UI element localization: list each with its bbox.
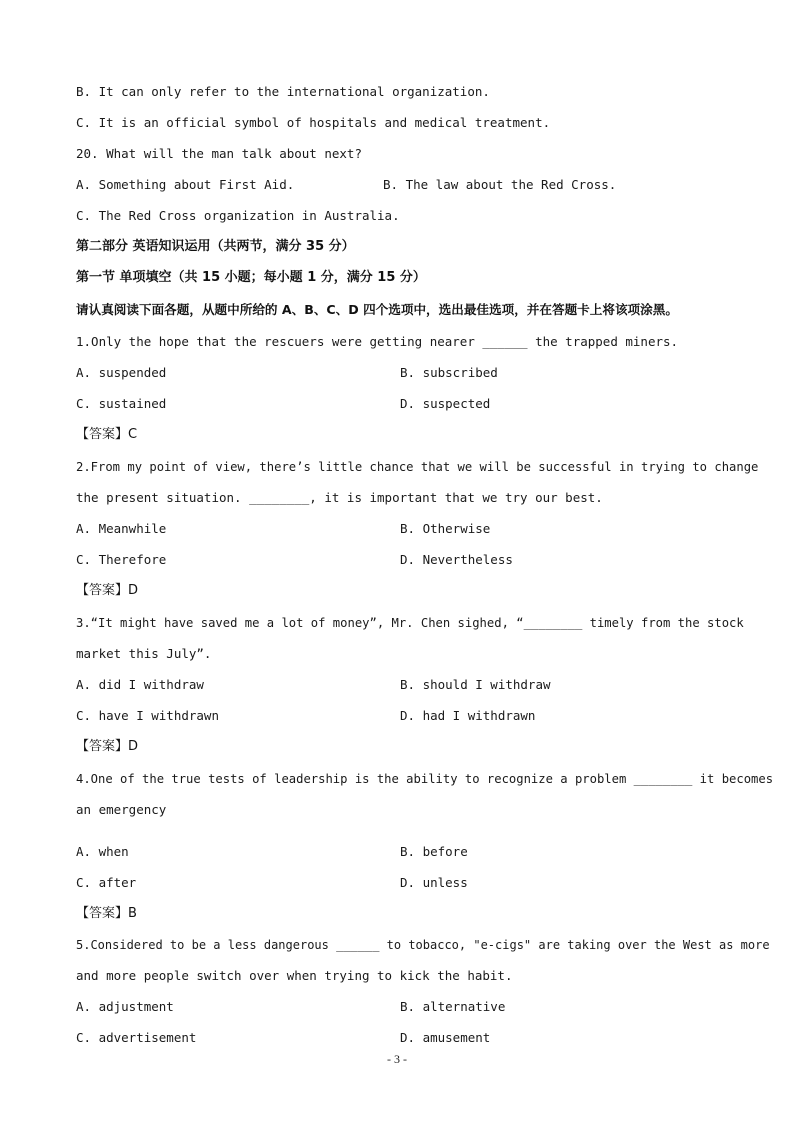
q5-stem-line2: and more people switch over when trying to kick the habit. — [76, 968, 513, 983]
q1-option-b: B. subscribed — [400, 365, 498, 380]
q1-answer: 【答案】C — [76, 427, 138, 442]
q1-option-d: D. suspected — [400, 396, 491, 411]
q2-option-a: A. Meanwhile — [76, 521, 167, 536]
page-number: - 3 - — [387, 1052, 407, 1066]
q3-stem-line2: market this July”. — [76, 646, 212, 661]
q2-option-b: B. Otherwise — [400, 521, 491, 536]
q3-option-a: A. did I withdraw — [76, 677, 204, 692]
q4-option-d: D. unless — [400, 875, 468, 890]
q20-option-a: A. Something about First Aid. — [76, 177, 295, 192]
q5-option-a: A. adjustment — [76, 999, 174, 1014]
q4-option-b: B. before — [400, 844, 468, 859]
q5-option-b: B. alternative — [400, 999, 506, 1014]
q5-option-c: C. advertisement — [76, 1030, 197, 1045]
q1-stem: 1.Only the hope that the rescuers were getting nearer ______ the trapped miners. — [76, 334, 679, 349]
q19-option-c: C. It is an official symbol of hospitals and medical treatment. — [76, 115, 551, 130]
q20-option-c: C. The Red Cross organization in Australia. — [76, 208, 400, 223]
q1-option-a: A. suspended — [76, 365, 167, 380]
q4-answer: 【答案】B — [76, 906, 137, 921]
part2-title: 第二部分 英语知识运用（共两节，满分 35 分） — [76, 239, 355, 254]
q2-option-d: D. Nevertheless — [400, 552, 513, 567]
q5-option-d: D. amusement — [400, 1030, 491, 1045]
q19-option-b: B. It can only refer to the international organization. — [76, 84, 490, 99]
q5-stem-line1: 5.Considered to be a less dangerous ______ to tobacco, "e-cigs" are taking over the West as more — [76, 938, 770, 952]
q20-stem: 20. What will the man talk about next? — [76, 146, 362, 161]
q3-answer: 【答案】D — [76, 739, 139, 754]
q2-option-c: C. Therefore — [76, 552, 167, 567]
section1-title: 第一节 单项填空（共 15 小题；每小题 1 分，满分 15 分） — [76, 270, 426, 285]
q2-answer: 【答案】D — [76, 583, 139, 598]
q4-option-c: C. after — [76, 875, 137, 890]
instructions: 请认真阅读下面各题，从题中所给的 A、B、C、D 四个选项中，选出最佳选项，并在答题卡上将该项涂黑。 — [76, 302, 678, 317]
q4-option-a: A. when — [76, 844, 129, 859]
q1-option-c: C. sustained — [76, 396, 167, 411]
q4-stem-line2: an emergency — [76, 802, 167, 817]
q3-stem-line1: 3.“It might have saved me a lot of money”, Mr. Chen sighed, “________ timely from the stock — [76, 616, 744, 630]
q2-stem-line2: the present situation. ________, it is important that we try our best. — [76, 490, 603, 505]
q3-option-b: B. should I withdraw — [400, 677, 551, 692]
q3-option-d: D. had I withdrawn — [400, 708, 536, 723]
q20-option-b: B. The law about the Red Cross. — [383, 177, 617, 192]
q2-stem-line1: 2.From my point of view, there’s little chance that we will be successful in trying to change — [76, 460, 759, 474]
q3-option-c: C. have I withdrawn — [76, 708, 219, 723]
q4-stem-line1: 4.One of the true tests of leadership is the ability to recognize a problem ________ it becomes — [76, 772, 774, 786]
